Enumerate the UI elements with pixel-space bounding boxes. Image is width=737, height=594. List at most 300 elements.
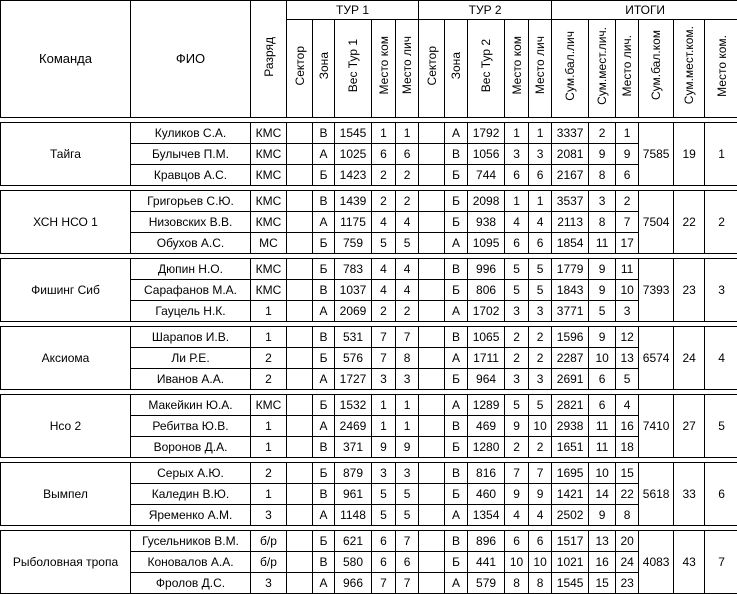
t1-zone-cell: В [313,484,335,505]
t1-place-pers-cell: 8 [396,348,419,369]
place-cell: 2 [616,191,639,212]
t2-place-pers-cell: 6 [529,233,552,254]
table-row [1,531,737,552]
t1-zone-cell: А [313,369,335,390]
t1-weight-cell: 576 [335,348,372,369]
header-totals: ИТОГИ [552,1,737,20]
t2-place-team-cell: 2 [505,327,529,348]
rank-cell: КМС [251,165,287,186]
header-sum-place-pers: Сум.мест.лич. [595,27,609,105]
fio: Куликов С.А. [131,123,251,144]
t1-zone-cell: А [313,505,335,526]
sum-pts-cell: 1779 [552,259,589,280]
t1-place-team-cell: 5 [372,484,396,505]
rank-cell: 2 [251,369,287,390]
header-t2-place-team-cell [505,20,529,118]
team-place-sum: 33 [674,463,705,526]
team-name: Нсо 2 [1,395,131,458]
t2-sector-cell [419,416,445,437]
header-t1-zone: Зона [317,52,331,79]
t1-zone-cell: Б [313,233,335,254]
t2-place-pers-cell: 3 [529,144,552,165]
sum-place-cell: 10 [589,348,616,369]
rank-cell: КМС [251,123,287,144]
t2-sector-cell [419,505,445,526]
t1-sector-cell [287,463,313,484]
t2-sector-cell [419,191,445,212]
t2-sector-cell [419,484,445,505]
t1-weight-cell: 879 [335,463,372,484]
t2-zone-cell: А [445,573,468,594]
team-total: 7410 [639,395,674,458]
t2-weight-cell: 996 [468,259,505,280]
t1-sector-cell [287,212,313,233]
t2-weight-cell: 1289 [468,395,505,416]
t1-weight-cell: 1148 [335,505,372,526]
team-name: Рыболовная тропа [1,531,131,594]
t1-sector-cell [287,165,313,186]
t1-sector-cell [287,437,313,458]
fio: Григорьев С.Ю. [131,191,251,212]
sum-place-cell: 8 [589,212,616,233]
t1-sector-cell [287,259,313,280]
fio: Иванов А.А. [131,369,251,390]
fio: Гауцель Н.К. [131,301,251,322]
header-t1-place-pers: Место лич [400,36,414,94]
table-row [1,123,737,144]
t2-place-team-cell: 3 [505,369,529,390]
sum-pts-cell: 1695 [552,463,589,484]
t1-zone-cell: Б [313,531,335,552]
rank-cell: МС [251,233,287,254]
place-cell: 15 [616,463,639,484]
t1-place-pers-cell: 1 [396,416,419,437]
team-place: 4 [705,327,737,390]
header-t2-sector-cell [419,20,445,118]
t1-place-pers-cell: 7 [396,531,419,552]
team-place: 6 [705,463,737,526]
t1-zone-cell: В [313,552,335,573]
t1-weight-cell: 371 [335,437,372,458]
t2-sector-cell [419,573,445,594]
sum-pts-cell: 3537 [552,191,589,212]
t2-place-pers-cell: 5 [529,259,552,280]
rank-cell: 1 [251,416,287,437]
t2-weight-cell: 1711 [468,348,505,369]
rank-cell: 1 [251,484,287,505]
sum-place-cell: 14 [589,484,616,505]
t2-place-pers-cell: 4 [529,505,552,526]
sum-place-cell: 13 [589,531,616,552]
t2-weight-cell: 896 [468,531,505,552]
header-place-team: Место ком. [715,35,729,97]
t1-weight-cell: 961 [335,484,372,505]
sum-place-cell: 9 [589,280,616,301]
header-sum-place-pers-cell [589,20,616,118]
t2-weight-cell: 1280 [468,437,505,458]
t2-weight-cell: 460 [468,484,505,505]
t1-zone-cell: В [313,327,335,348]
t1-weight-cell: 759 [335,233,372,254]
t2-place-team-cell: 6 [505,165,529,186]
t1-sector-cell [287,233,313,254]
t1-weight-cell: 1532 [335,395,372,416]
t2-place-pers-cell: 7 [529,463,552,484]
t1-zone-cell: А [313,212,335,233]
table-body [1,118,737,594]
rank-cell: б/р [251,552,287,573]
header-rank-cell [251,1,287,118]
t1-sector-cell [287,280,313,301]
t2-sector-cell [419,531,445,552]
header-place-pers-cell [616,20,639,118]
t1-zone-cell: А [313,573,335,594]
place-cell: 3 [616,301,639,322]
team-total: 7393 [639,259,674,322]
team-name: Тайга [1,123,131,186]
header-t1-place-team: Место ком [377,36,391,94]
rank-cell: 1 [251,301,287,322]
t1-weight-cell: 1025 [335,144,372,165]
t2-weight-cell: 2098 [468,191,505,212]
t1-place-team-cell: 3 [372,463,396,484]
t1-weight-cell: 531 [335,327,372,348]
t1-place-pers-cell: 6 [396,144,419,165]
sum-pts-cell: 1517 [552,531,589,552]
fio: Булычев П.М. [131,144,251,165]
place-cell: 23 [616,573,639,594]
place-cell: 8 [616,505,639,526]
rank-cell: КМС [251,280,287,301]
t1-sector-cell [287,327,313,348]
t2-place-team-cell: 10 [505,552,529,573]
t2-zone-cell: А [445,505,468,526]
t2-place-pers-cell: 3 [529,301,552,322]
header-t1-place-pers-cell [396,20,419,118]
rank-cell: КМС [251,395,287,416]
sum-pts-cell: 2502 [552,505,589,526]
t2-place-pers-cell: 2 [529,437,552,458]
t1-sector-cell [287,416,313,437]
t1-sector-cell [287,395,313,416]
team-place: 7 [705,531,737,594]
team-total: 5618 [639,463,674,526]
header-t2-zone: Зона [449,52,463,79]
t2-place-pers-cell: 1 [529,123,552,144]
team-name: Вымпел [1,463,131,526]
t2-place-team-cell: 2 [505,348,529,369]
rank-cell: 2 [251,463,287,484]
t1-place-pers-cell: 1 [396,395,419,416]
t1-place-team-cell: 3 [372,369,396,390]
t2-weight-cell: 816 [468,463,505,484]
t2-weight-cell: 964 [468,369,505,390]
t1-place-pers-cell: 1 [396,123,419,144]
t1-place-pers-cell: 4 [396,259,419,280]
sum-place-cell: 8 [589,165,616,186]
t1-place-pers-cell: 3 [396,369,419,390]
team-total: 6574 [639,327,674,390]
t2-place-pers-cell: 5 [529,395,552,416]
sum-place-cell: 15 [589,573,616,594]
place-cell: 12 [616,327,639,348]
t2-place-pers-cell: 2 [529,348,552,369]
sum-place-cell: 6 [589,369,616,390]
t1-place-team-cell: 4 [372,259,396,280]
place-cell: 5 [616,369,639,390]
sum-place-cell: 16 [589,552,616,573]
t2-place-pers-cell: 2 [529,327,552,348]
t2-place-pers-cell: 9 [529,484,552,505]
sum-pts-cell: 2287 [552,348,589,369]
t1-place-team-cell: 1 [372,416,396,437]
place-cell: 17 [616,233,639,254]
t2-zone-cell: В [445,531,468,552]
place-cell: 13 [616,348,639,369]
t1-place-team-cell: 2 [372,191,396,212]
t2-sector-cell [419,144,445,165]
sum-pts-cell: 1596 [552,327,589,348]
team-name: ХСН НСО 1 [1,191,131,254]
fio: Ли Р.Е. [131,348,251,369]
t1-sector-cell [287,484,313,505]
team-place: 5 [705,395,737,458]
fio: Каледин В.Ю. [131,484,251,505]
t1-place-pers-cell: 2 [396,191,419,212]
team-place: 2 [705,191,737,254]
t2-place-pers-cell: 3 [529,369,552,390]
t1-sector-cell [287,531,313,552]
t2-place-team-cell: 6 [505,531,529,552]
t2-sector-cell [419,280,445,301]
t2-zone-cell: Б [445,280,468,301]
team-name: Фишинг Сиб [1,259,131,322]
rank-cell: КМС [251,259,287,280]
team-place: 1 [705,123,737,186]
t2-zone-cell: В [445,259,468,280]
t2-zone-cell: Б [445,212,468,233]
t1-zone-cell: В [313,280,335,301]
t1-place-pers-cell: 5 [396,484,419,505]
team-place-sum: 22 [674,191,705,254]
t2-place-pers-cell: 10 [529,416,552,437]
t1-place-team-cell: 5 [372,505,396,526]
t1-weight-cell: 966 [335,573,372,594]
t1-sector-cell [287,301,313,322]
t1-place-team-cell: 1 [372,395,396,416]
t2-weight-cell: 1702 [468,301,505,322]
t1-weight-cell: 783 [335,259,372,280]
t2-zone-cell: В [445,463,468,484]
sum-pts-cell: 1421 [552,484,589,505]
t2-place-pers-cell: 6 [529,165,552,186]
t2-weight-cell: 1354 [468,505,505,526]
sum-place-cell: 3 [589,191,616,212]
t1-place-pers-cell: 2 [396,165,419,186]
team-place-sum: 43 [674,531,705,594]
t2-sector-cell [419,395,445,416]
place-cell: 18 [616,437,639,458]
sum-place-cell: 5 [589,301,616,322]
team-place: 3 [705,259,737,322]
t2-sector-cell [419,233,445,254]
place-cell: 4 [616,395,639,416]
sum-place-cell: 9 [589,327,616,348]
place-cell: 9 [616,144,639,165]
t1-sector-cell [287,348,313,369]
t2-place-team-cell: 7 [505,463,529,484]
sum-pts-cell: 2691 [552,369,589,390]
fio: Кравцов А.С. [131,165,251,186]
header-t2-weight: Вес Тур 2 [479,39,493,92]
fio: Шарапов И.В. [131,327,251,348]
t1-weight-cell: 1727 [335,369,372,390]
t2-weight-cell: 1792 [468,123,505,144]
header-place-team-cell [705,20,737,118]
sum-place-cell: 10 [589,463,616,484]
t2-weight-cell: 1065 [468,327,505,348]
t2-weight-cell: 469 [468,416,505,437]
place-cell: 1 [616,123,639,144]
sum-place-cell: 6 [589,395,616,416]
header-t1-place-team-cell [372,20,396,118]
rank-cell: 3 [251,573,287,594]
header-row-groups [1,1,737,20]
place-cell: 10 [616,280,639,301]
sum-pts-cell: 2081 [552,144,589,165]
team-total: 7585 [639,123,674,186]
t1-sector-cell [287,123,313,144]
header-sum-pts-team: Сум.бал.ком [649,30,663,100]
t1-place-pers-cell: 5 [396,233,419,254]
t2-place-pers-cell: 8 [529,573,552,594]
sum-place-cell: 9 [589,259,616,280]
t2-sector-cell [419,327,445,348]
t1-sector-cell [287,191,313,212]
t1-place-team-cell: 6 [372,552,396,573]
t2-zone-cell: А [445,123,468,144]
sum-place-cell: 11 [589,437,616,458]
t2-place-team-cell: 2 [505,437,529,458]
t1-sector-cell [287,369,313,390]
fio: Фролов Д.С. [131,573,251,594]
t1-place-team-cell: 4 [372,280,396,301]
t1-weight-cell: 580 [335,552,372,573]
header-t1-weight: Вес Тур 1 [346,39,360,92]
team-place-sum: 23 [674,259,705,322]
t2-sector-cell [419,212,445,233]
rank-cell: КМС [251,191,287,212]
t1-sector-cell [287,144,313,165]
sum-place-cell: 11 [589,233,616,254]
t2-sector-cell [419,259,445,280]
t1-zone-cell: Б [313,259,335,280]
rank-cell: 1 [251,437,287,458]
header-t1-zone-cell [313,20,335,118]
t1-zone-cell: Б [313,348,335,369]
fio: Серых А.Ю. [131,463,251,484]
sum-pts-cell: 2821 [552,395,589,416]
header-t2-sector: Сектор [425,46,439,85]
fio: Сарафанов М.А. [131,280,251,301]
header-sum-place-team: Сум.мест.ком. [682,26,696,104]
t2-weight-cell: 938 [468,212,505,233]
team-total: 7504 [639,191,674,254]
rank-cell: 2 [251,348,287,369]
sum-pts-cell: 1843 [552,280,589,301]
t1-weight-cell: 1037 [335,280,372,301]
t1-place-team-cell: 7 [372,327,396,348]
sum-place-cell: 9 [589,505,616,526]
t1-place-pers-cell: 9 [396,437,419,458]
t1-weight-cell: 621 [335,531,372,552]
header-rank: Разряд [262,37,276,77]
t1-sector-cell [287,573,313,594]
t2-sector-cell [419,301,445,322]
t1-sector-cell [287,552,313,573]
t2-place-team-cell: 1 [505,191,529,212]
fio: Коновалов А.А. [131,552,251,573]
fio: Обухов А.С. [131,233,251,254]
t2-zone-cell: Б [445,369,468,390]
t2-weight-cell: 579 [468,573,505,594]
t1-place-pers-cell: 7 [396,327,419,348]
header-tour1: ТУР 1 [287,1,419,20]
rank-cell: КМС [251,144,287,165]
t1-place-pers-cell: 4 [396,280,419,301]
t2-place-team-cell: 5 [505,259,529,280]
place-cell: 22 [616,484,639,505]
t1-zone-cell: Б [313,463,335,484]
t1-place-team-cell: 4 [372,212,396,233]
t2-sector-cell [419,348,445,369]
sum-pts-cell: 1021 [552,552,589,573]
header-sum-pts-pers: Сум.бал.лич [563,31,577,101]
header-sum-pts-pers-cell [552,20,589,118]
sum-pts-cell: 2938 [552,416,589,437]
t1-place-team-cell: 7 [372,573,396,594]
header-sum-place-team-cell [674,20,705,118]
sum-pts-cell: 1854 [552,233,589,254]
t2-zone-cell: Б [445,191,468,212]
t2-place-team-cell: 1 [505,123,529,144]
t2-place-team-cell: 9 [505,416,529,437]
t1-zone-cell: А [313,416,335,437]
header-sum-pts-team-cell [639,20,674,118]
sum-pts-cell: 1545 [552,573,589,594]
t2-weight-cell: 1095 [468,233,505,254]
t1-zone-cell: А [313,301,335,322]
sum-pts-cell: 2113 [552,212,589,233]
t1-place-team-cell: 7 [372,348,396,369]
rank-cell: б/р [251,531,287,552]
t1-place-team-cell: 2 [372,301,396,322]
header-t2-place-pers-cell [529,20,552,118]
t2-sector-cell [419,463,445,484]
header-place-pers: Место лич. [620,35,634,96]
t1-place-team-cell: 9 [372,437,396,458]
table-row [1,327,737,348]
t2-weight-cell: 441 [468,552,505,573]
t2-zone-cell: Б [445,484,468,505]
t2-zone-cell: А [445,301,468,322]
table-row [1,463,737,484]
t2-place-pers-cell: 6 [529,531,552,552]
t2-zone-cell: А [445,395,468,416]
t1-weight-cell: 1175 [335,212,372,233]
table-row [1,259,737,280]
t2-place-team-cell: 4 [505,212,529,233]
